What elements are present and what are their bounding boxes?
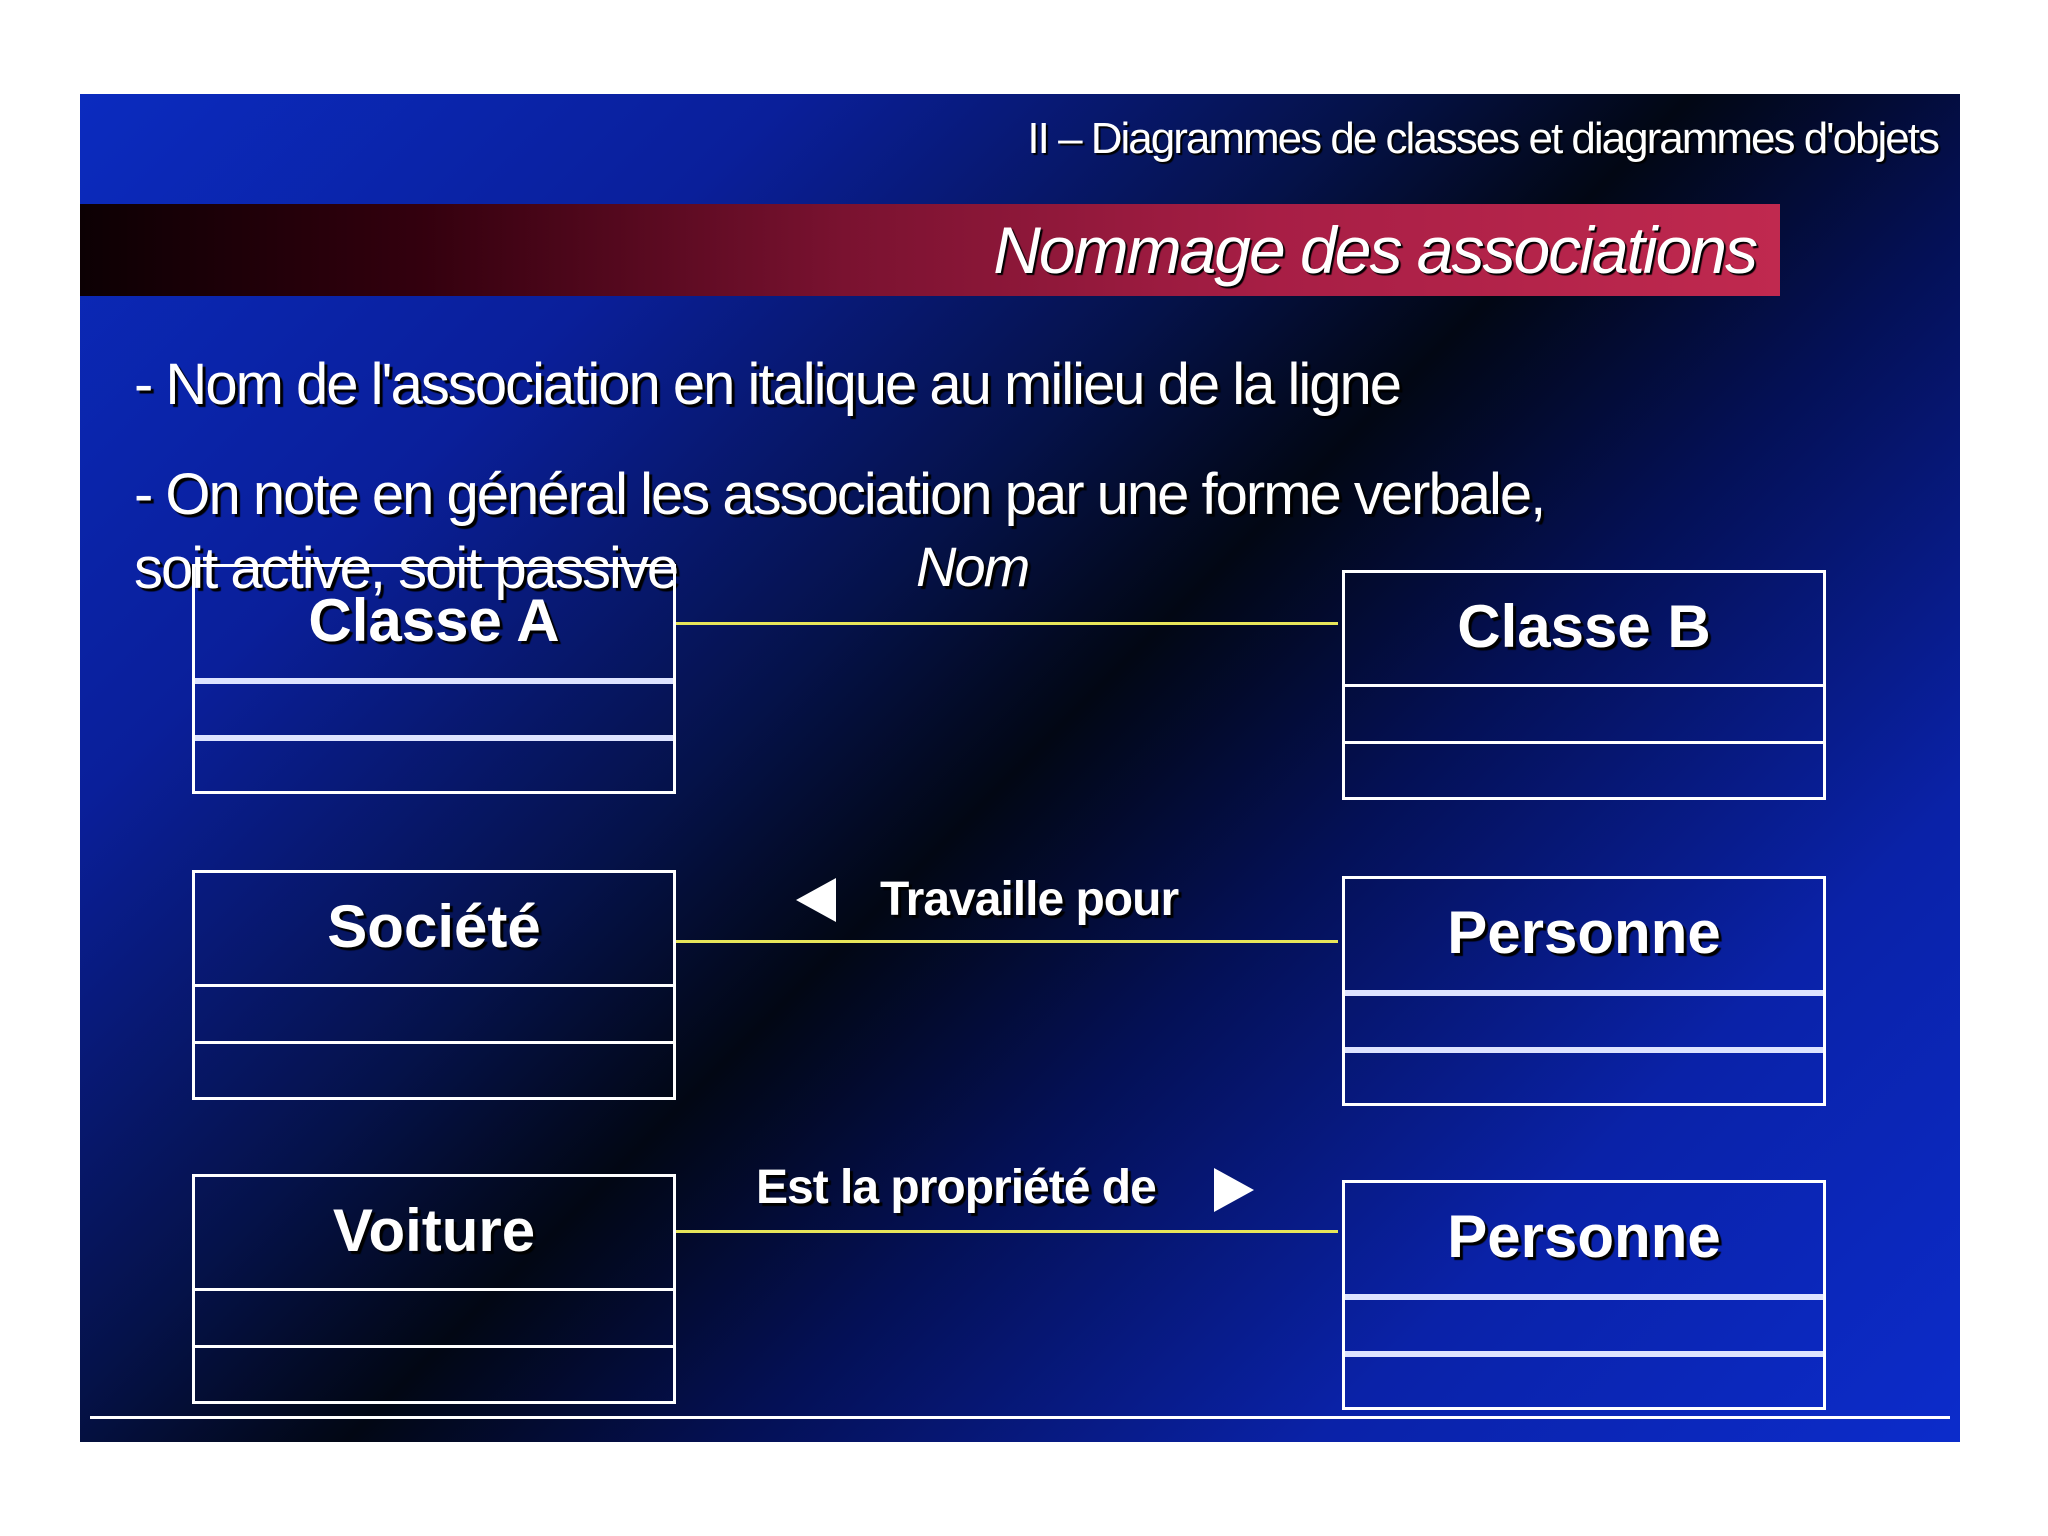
class-name: Classe A: [308, 587, 560, 654]
class-divider: [195, 1345, 673, 1348]
bullet-2-line-1: - On note en général les association par une forme verbale,: [134, 462, 1545, 527]
association-name-2: Travaille pour: [880, 873, 1179, 926]
association-line-3: [676, 1230, 1338, 1233]
class-name: Classe B: [1457, 593, 1711, 660]
association-line-1: [676, 622, 1338, 625]
class-box-right-1: [1342, 570, 1826, 800]
association-name-1: Nom: [916, 535, 1029, 598]
class-divider: [1345, 1351, 1823, 1357]
class-divider: [1345, 741, 1823, 744]
bullet-1: - Nom de l'association en italique au milieu de la ligne: [134, 352, 1401, 417]
class-divider: [195, 1041, 673, 1044]
bullet-2-line-2: soit active, soit passive: [134, 536, 678, 601]
direction-right-icon: [1214, 1168, 1254, 1212]
class-divider: [195, 678, 673, 684]
direction-left-icon: [796, 878, 836, 922]
class-divider: [195, 984, 673, 987]
class-name: Société: [327, 893, 541, 960]
class-box-right-3: [1342, 1180, 1826, 1410]
class-divider: [195, 735, 673, 741]
association-name-3: Est la propriété de: [756, 1161, 1156, 1214]
class-divider: [195, 1288, 673, 1291]
class-name: Personne: [1447, 899, 1721, 966]
class-divider: [1345, 1294, 1823, 1300]
association-line-2: [676, 940, 1338, 943]
title-bar: [80, 204, 1780, 296]
class-box-right-2: [1342, 876, 1826, 1106]
slide-title: Nommage des associations: [993, 213, 1756, 287]
class-box-left-1: [192, 564, 676, 794]
footer-divider: [90, 1416, 1950, 1419]
slide-header: II – Diagrammes de classes et diagrammes d'objets: [1027, 114, 1938, 163]
class-divider: [1345, 1047, 1823, 1053]
class-divider: [1345, 990, 1823, 996]
class-box-left-2: [192, 870, 676, 1100]
class-box-left-3: [192, 1174, 676, 1404]
slide: [80, 94, 1960, 1442]
class-name: Voiture: [332, 1197, 536, 1264]
class-name: Personne: [1447, 1203, 1721, 1270]
class-divider: [1345, 684, 1823, 687]
